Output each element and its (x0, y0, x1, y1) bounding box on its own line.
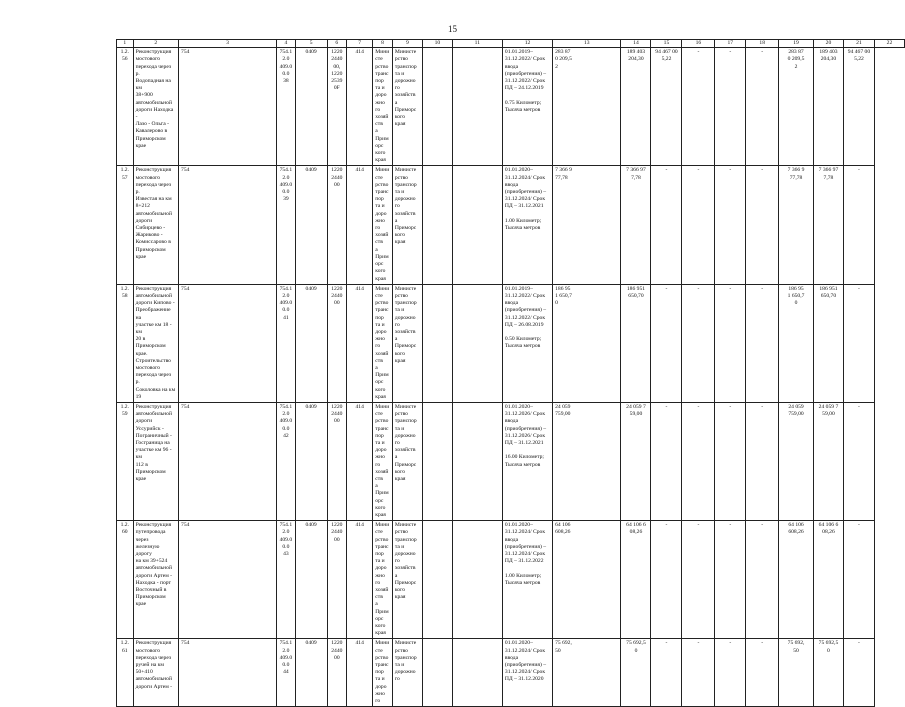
table-cell-col-17: - (715, 402, 746, 520)
table-cell-col-8: Министе рство транспор та и дорожно го (373, 639, 393, 707)
table-body (117, 48, 905, 707)
table-cell-col-16: - (682, 521, 715, 639)
table-cell-col-11 (452, 48, 502, 166)
table-cell-col-19: 283 87 0 209,5 2 (779, 48, 814, 166)
table-cell-col-8: Министе рство транспор та и дорожно го хозяйств а Приморс кого края (373, 166, 393, 284)
page-number: 15 (448, 24, 457, 34)
table-cell-col-13: 75 692, 50 (553, 639, 621, 707)
column-number-7: 7 (347, 40, 373, 48)
table-cell-col-8: Министе рство транспор та и дорожно го хозяйств а Приморс кого края (373, 402, 393, 520)
table-row (117, 284, 905, 402)
table-cell-col-12: 01.01.2019– 31.12.2022/ Срок ввода (приобретения) – 31.12.2022/ Срок ПД – 26.08.2019 0.50 Километр; Тысяча метров (502, 284, 552, 402)
table-cell-col-7: 414 (347, 521, 373, 639)
table-cell-col-10 (422, 166, 452, 284)
table-cell-col-3: 754 (179, 166, 277, 284)
table-cell-col-5: 0409 (295, 402, 327, 520)
table-cell-col-21: - (843, 284, 874, 402)
table-cell-col-17: - (715, 639, 746, 707)
table-cell-col-19: 7 366 9 77,78 (779, 166, 814, 284)
table-cell-col-19: 24 059 759,00 (779, 402, 814, 520)
table-cell-col-3: 754 (179, 48, 277, 166)
table-cell-col-15: 94 467 00 5,22 (651, 48, 682, 166)
table-cell-col-4: 754.12.0 409.00.0 42 (277, 402, 296, 520)
table-cell-col-20: 64 106 6 08,26 (813, 521, 843, 639)
table-cell-col-11 (452, 284, 502, 402)
table-cell-col-15: - (651, 166, 682, 284)
column-number-5: 5 (295, 40, 327, 48)
table-cell-col-12: 01.01.2020– 31.12.2024/ Срок ввода (приобретения) – 31.12.2024/ Срок ПД – 31.12.2021 1.00 Километр; Тысяча метров (502, 166, 552, 284)
table-cell-col-12: 01.01.2019– 31.12.2022/ Срок ввода (приобретения) – 31.12.2022/ Срок ПД – 24.12.2019 0.75 Километр; Тысяча метров (502, 48, 552, 166)
column-number-11: 11 (452, 40, 502, 48)
table-cell-col-21: - (843, 402, 874, 520)
table-cell-col-14: 75 692,5 0 (621, 639, 651, 707)
table-cell-col-9: Министе рство транспор та и дорожно го (392, 639, 422, 707)
table-cell-col-18: - (746, 521, 779, 639)
table-cell-col-17: - (715, 284, 746, 402)
table-cell-col-16: - (682, 639, 715, 707)
table-cell-col-10 (422, 402, 452, 520)
column-number-4: 4 (277, 40, 296, 48)
table-cell-col-9: Министе рство транспор та и дорожно го хозяйств а Приморс кого края (392, 166, 422, 284)
column-number-14: 14 (621, 40, 651, 48)
table-cell-col-9: Министе рство транспор та и дорожно го хозяйств а Приморс кого края (392, 48, 422, 166)
column-number-2: 2 (133, 40, 178, 48)
table-cell-col-21: - (843, 521, 874, 639)
column-number-20: 20 (813, 40, 843, 48)
table-cell-col-13: 64 106 608,26 (553, 521, 621, 639)
table-cell-col-7: 414 (347, 402, 373, 520)
column-number-9: 9 (392, 40, 422, 48)
table-cell-col-4: 754.12.0 409.00.0 39 (277, 166, 296, 284)
table-cell-col-21: - (843, 639, 874, 707)
table-row (117, 639, 905, 707)
budget-table (116, 39, 905, 707)
table-cell-col-6: 1220 2440 00 (327, 521, 347, 639)
table-cell-col-17: - (715, 521, 746, 639)
table-cell-col-19: 186 95 1 650,7 0 (779, 284, 814, 402)
table-cell-col-4: 754.12.0 409.00.0 41 (277, 284, 296, 402)
table-cell-col-6: 1220 2440 00, 1220 2539 0F (327, 48, 347, 166)
table-cell-col-11 (452, 166, 502, 284)
column-number-17: 17 (715, 40, 746, 48)
table-cell-col-4: 754.12.0 409.00.0 43 (277, 521, 296, 639)
table-cell-col-8: Министе рство транспор та и дорожно го хозяйств а Приморс кого края (373, 48, 393, 166)
table-cell-col-2: Реконструкция мостового перехода через р. Известая на км 8+212 автомобильной дороги Сибирцево - Жариково - Комиссарово в Приморском крае (133, 166, 178, 284)
table-cell-col-2: Реконструкция автомобильной дороги Кипово - Преображение на участке км 18 - км 20 в Приморском крае. Строительство мостового перехода через р. Соколовка на км 19 (133, 284, 178, 402)
table-cell-col-5: 0409 (295, 284, 327, 402)
table-cell-col-10 (422, 284, 452, 402)
column-number-22: 22 (874, 40, 904, 48)
table-cell-col-1: 1.2. 56 (117, 48, 134, 166)
table-cell-col-16: - (682, 48, 715, 166)
table-cell-col-6: 1220 2440 00 (327, 639, 347, 707)
column-number-21: 21 (843, 40, 874, 48)
column-number-1: 1 (117, 40, 134, 48)
table-cell-col-5: 0409 (295, 166, 327, 284)
table-cell-col-7: 414 (347, 166, 373, 284)
table-cell-col-9: Министе рство транспор та и дорожно го хозяйств а Приморс кого края (392, 402, 422, 520)
table-cell-col-17: - (715, 166, 746, 284)
table-cell-col-16: - (682, 284, 715, 402)
table-cell-col-13: 186 95 1 650,7 0 (553, 284, 621, 402)
table-cell-col-18: - (746, 166, 779, 284)
table-cell-col-19: 75 692, 50 (779, 639, 814, 707)
table-cell-col-3: 754 (179, 402, 277, 520)
table-cell-col-3: 754 (179, 284, 277, 402)
table-cell-col-10 (422, 639, 452, 707)
table-cell-col-1: 1.2. 61 (117, 639, 134, 707)
table-cell-col-3: 754 (179, 521, 277, 639)
table-cell-col-10 (422, 521, 452, 639)
table-cell-col-18: - (746, 284, 779, 402)
table-cell-col-5: 0409 (295, 48, 327, 166)
table-cell-col-1: 1.2. 57 (117, 166, 134, 284)
table-cell-col-14: 189 403 204,30 (621, 48, 651, 166)
table-cell-col-4: 754.12.0 409.00.0 44 (277, 639, 296, 707)
table-cell-col-7: 414 (347, 48, 373, 166)
table-cell-col-18: - (746, 48, 779, 166)
table-cell-col-2: Реконструкция мостового перехода через ручей на км 50+410 автомобильной дороги Артем - (133, 639, 178, 707)
table-cell-col-8: Министе рство транспор та и дорожно го хозяйств а Приморс кого края (373, 284, 393, 402)
table-cell-col-12: 01.01.2020– 31.12.2024/ Срок ввода (приобретения) – 31.12.2024/ Срок ПД – 31.12.2022 1.00 Километр; Тысяча метров (502, 521, 552, 639)
table-cell-col-9: Министе рство транспор та и дорожно го хозяйств а Приморс кого края (392, 284, 422, 402)
column-number-6: 6 (327, 40, 347, 48)
table-cell-col-6: 1220 2440 00 (327, 402, 347, 520)
column-number-19: 19 (779, 40, 814, 48)
table-cell-col-13: 7 366 9 77,78 (553, 166, 621, 284)
table-row (117, 48, 905, 166)
table-cell-col-6: 1220 2440 00 (327, 166, 347, 284)
table-cell-col-2: Реконструкция путепровода через железную дорогу на км 39+524 автомобильной дороги Артем - Находка - порт Восточный в Приморском крае (133, 521, 178, 639)
table-cell-col-11 (452, 402, 502, 520)
column-number-18: 18 (746, 40, 779, 48)
table-cell-col-9: Министе рство транспор та и дорожно го хозяйств а Приморс кого края (392, 521, 422, 639)
table-cell-col-20: 189 403 204,30 (813, 48, 843, 166)
table-cell-col-8: Министе рство транспор та и дорожно го хозяйств а Приморс кого края (373, 521, 393, 639)
table-cell-col-15: - (651, 402, 682, 520)
table-cell-col-7: 414 (347, 284, 373, 402)
table-cell-col-14: 24 059 7 59,00 (621, 402, 651, 520)
column-number-3: 3 (179, 40, 277, 48)
table-cell-col-3: 754 (179, 639, 277, 707)
table-row (117, 521, 905, 639)
table-cell-col-19: 64 106 608,26 (779, 521, 814, 639)
table-cell-col-14: 64 106 6 08,26 (621, 521, 651, 639)
table-cell-col-13: 283 87 0 209,5 2 (553, 48, 621, 166)
table-cell-col-5: 0409 (295, 521, 327, 639)
table-cell-col-16: - (682, 402, 715, 520)
column-number-8: 8 (373, 40, 393, 48)
column-number-16: 16 (682, 40, 715, 48)
table-cell-col-5: 0409 (295, 639, 327, 707)
table-cell-col-17: - (715, 48, 746, 166)
table-cell-col-12: 01.01.2020– 31.12.2024/ Срок ввода (приобретения) – 31.12.2024/ Срок ПД – 31.12.2020 (502, 639, 552, 707)
table-row (117, 402, 905, 520)
table-row (117, 166, 905, 284)
table-cell-col-14: 186 951 650,70 (621, 284, 651, 402)
table-cell-col-15: - (651, 284, 682, 402)
table-cell-col-21: 94 467 00 5,22 (843, 48, 874, 166)
table-cell-col-6: 1220 2440 00 (327, 284, 347, 402)
table-cell-col-10 (422, 48, 452, 166)
table-cell-col-11 (452, 639, 502, 707)
table-cell-col-14: 7 366 97 7,78 (621, 166, 651, 284)
table-cell-col-2: Реконструкция мостового перехода через р. Водопадная на км 38+900 автомобильной дороги Находка - Лазо - Ольга - Кавалерово в Приморском крае (133, 48, 178, 166)
table-cell-col-4: 754.12.0 409.00.0 38 (277, 48, 296, 166)
table-cell-col-11 (452, 521, 502, 639)
column-number-15: 15 (651, 40, 682, 48)
table-cell-col-15: - (651, 639, 682, 707)
table-cell-col-2: Реконструкция автомобильной дороги Уссурийск - Пограничный - Госграница на участке км 96 - км 112 в Приморском крае (133, 402, 178, 520)
column-number-10: 10 (422, 40, 452, 48)
column-number-13: 13 (553, 40, 621, 48)
table-cell-col-20: 75 692,5 0 (813, 639, 843, 707)
table-cell-col-12: 01.01.2020– 31.12.2026/ Срок ввода (приобретения) – 31.12.2026/ Срок ПД – 31.12.2021 16.00 Километр; Тысяча метров (502, 402, 552, 520)
table-cell-col-18: - (746, 639, 779, 707)
table-cell-col-18: - (746, 402, 779, 520)
table-cell-col-13: 24 059 759,00 (553, 402, 621, 520)
table-cell-col-15: - (651, 521, 682, 639)
table-cell-col-7: 414 (347, 639, 373, 707)
table-cell-col-16: - (682, 166, 715, 284)
table-cell-col-1: 1.2. 58 (117, 284, 134, 402)
table-cell-col-20: 186 951 650,70 (813, 284, 843, 402)
table-cell-col-1: 1.2. 59 (117, 402, 134, 520)
column-number-12: 12 (502, 40, 552, 48)
table-cell-col-1: 1.2. 60 (117, 521, 134, 639)
column-number-row (117, 40, 905, 48)
table-cell-col-21: - (843, 166, 874, 284)
table-cell-col-20: 7 366 97 7,78 (813, 166, 843, 284)
table-cell-col-20: 24 059 7 59,00 (813, 402, 843, 520)
